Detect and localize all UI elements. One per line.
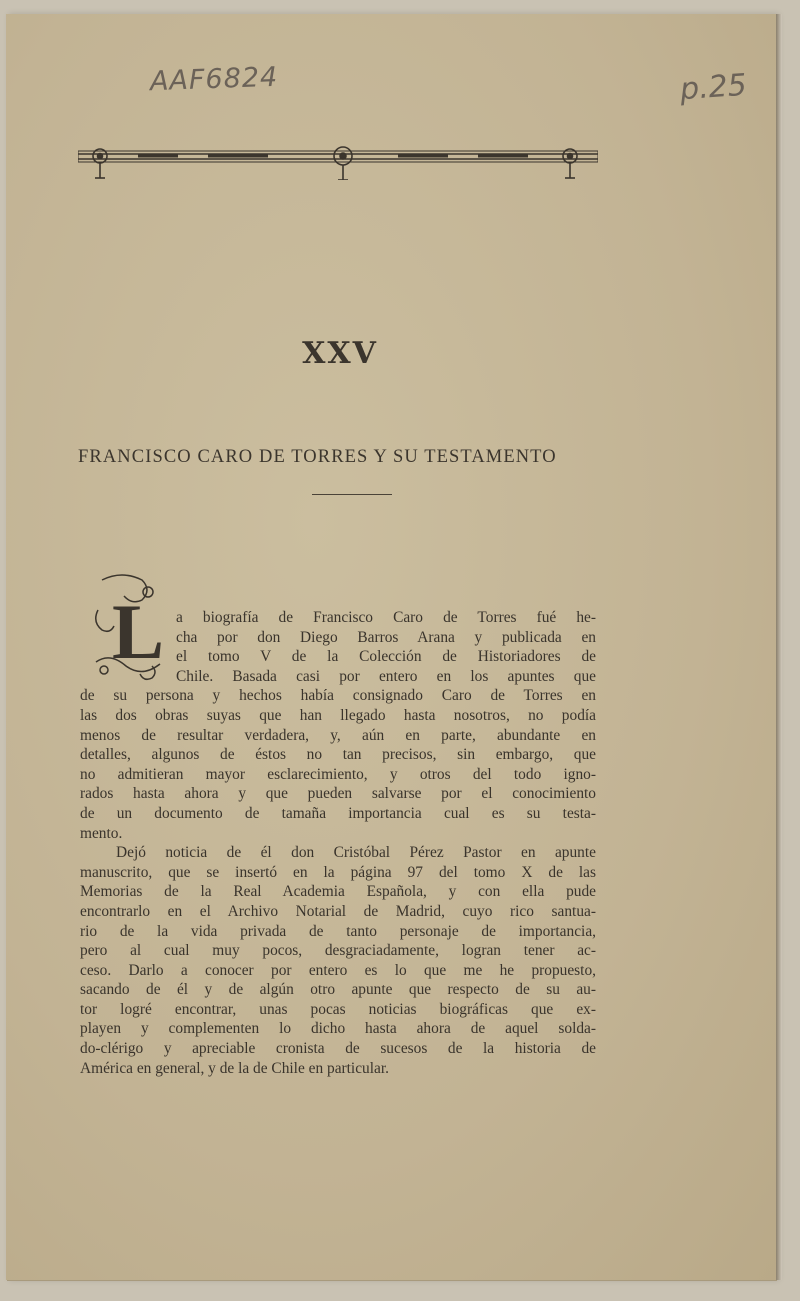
- text-line: el tomo V de la Colección de Historiadores de: [176, 648, 596, 666]
- text-line: pero al cual muy pocos, desgraciadamente, logran tener ac-: [80, 942, 596, 960]
- text-line: detalles, algunos de éstos no tan precisos, sin embargo, que: [80, 746, 596, 764]
- handwritten-page-mark: p.25: [678, 67, 748, 108]
- text-line: cha por don Diego Barros Arana y publicada en: [176, 628, 596, 646]
- text-line: rados hasta ahora y que pueden salvarse por el conocimiento: [80, 785, 596, 803]
- text-line: manuscrito, que se insertó en la página 97 del tomo X de las: [80, 863, 596, 881]
- title-rule: [312, 494, 392, 495]
- text-line: tor logré encontrar, unas pocas noticias biográficas que ex-: [80, 1000, 596, 1018]
- dropcap-letter: L: [112, 588, 164, 675]
- text-line: América en general, y de la de Chile en particular.: [80, 1059, 389, 1077]
- text-line: a biografía de Francisco Caro de Torres fué he-: [176, 609, 596, 626]
- page-edge: [776, 14, 782, 1280]
- handwritten-call-number: AAF6824: [149, 61, 279, 98]
- chapter-title: FRANCISCO CARO DE TORRES Y SU TESTAMENTO: [78, 447, 557, 467]
- text-line: Dejó noticia de él don Cristóbal Pérez Pastor en apunte: [116, 844, 596, 862]
- text-line: mento.: [80, 824, 123, 842]
- text-line: playen y complementen lo dicho hasta ahora de aquel solda-: [80, 1020, 596, 1038]
- text-line: de su persona y hechos había consignado Caro de Torres en: [80, 687, 596, 705]
- header-ornament: [78, 140, 598, 180]
- text-line: de un documento de tamaña importancia cual es su testa-: [80, 804, 596, 822]
- text-line: encontrarlo en el Archivo Notarial de Madrid, cuyo rico santua-: [80, 902, 596, 920]
- chapter-number: XXV: [302, 336, 378, 371]
- text-line: menos de resultar verdadera, y, aún en parte, abundante en: [80, 726, 596, 744]
- text-line: ceso. Darlo a conocer por entero es lo que me he propuesto,: [80, 961, 596, 979]
- text-line: do-clérigo y apreciable cronista de sucesos de la historia de: [80, 1040, 596, 1058]
- text-line: Chile. Basada casi por entero en los apuntes que: [176, 667, 596, 685]
- body-text: [80, 608, 596, 1078]
- text-line: sacando de él y de algún otro apunte que respecto de su au-: [80, 981, 596, 999]
- paragraph-2: [80, 843, 596, 1078]
- paragraph-1: [80, 608, 596, 843]
- text-line: no admitieran mayor esclarecimiento, y otros del todo igno-: [80, 765, 596, 783]
- text-line: rio de la vida privada de tanto personaje de importancia,: [80, 922, 596, 940]
- text-line: las dos obras suyas que han llegado hasta nosotros, no podía: [80, 706, 596, 724]
- text-line: Memorias de la Real Academia Española, y con ella pude: [80, 883, 596, 901]
